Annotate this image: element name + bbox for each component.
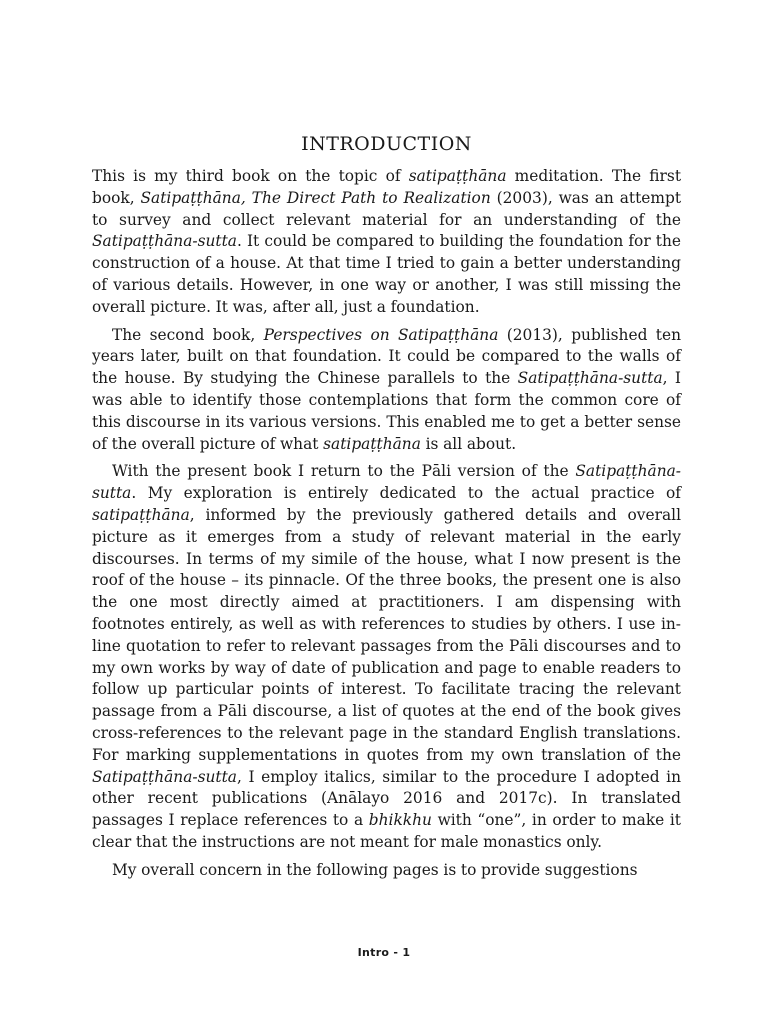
italic-text-run: satipaṭṭhāna bbox=[408, 167, 507, 185]
italic-text-run: Perspectives on Satipaṭṭhāna bbox=[263, 325, 499, 344]
page-number-footer: Intro - 1 bbox=[357, 946, 411, 959]
page-title: INTRODUCTION bbox=[301, 133, 472, 155]
italic-text-run: bhikkhu bbox=[368, 811, 432, 830]
paragraph-2 bbox=[92, 325, 681, 456]
text-run: . My exploration is entirely dedicated to the actual practice of bbox=[131, 484, 681, 503]
text-run: (2013), published ten years later, built on that foundation. It could be compared to the walls of the house. By studying the Chinese parallels to the bbox=[92, 325, 681, 388]
text-run: (2003), was an attempt to survey and collect relevant material for an understanding of the bbox=[92, 188, 682, 229]
text-run: , informed by the previously gathered details and overall picture as it emerges from a study of relevant material in the early discourses. In terms of my simile of the house, what I now present is the roof of the house – its pinnacle. Of the three books, the present one is also the one most directly aimed at practitioners. I am dispensing with footnotes entirely, as well as with references to studies by others. I use in-line quotation to refer to relevant passages from the Pāli discourses and to my own works by way of date of publication and page to enable readers to follow up particular points of interest. To facilitate tracing the relevant passage from a Pāli discourse, a list of quotes at the end of the book gives cross-references to the relevant page in the standard English translations. For marking supplementations in quotes from my own translation of the bbox=[92, 505, 681, 764]
text-run: . It could be compared to building the foundation for the construction of a house. At that time I tried to gain a better understanding of various details. However, in one way or another, I was still missing the overall picture. It was, after all, just a foundation. bbox=[92, 232, 681, 316]
text-run: meditation. The first book, bbox=[92, 167, 682, 207]
italic-text-run: satipaṭṭhāna bbox=[92, 505, 190, 524]
italic-text-run: Satipaṭṭhāna-sutta bbox=[92, 767, 237, 786]
paragraph-4 bbox=[92, 860, 681, 882]
text-run: with “one”, in order to make it clear that the instructions are not meant for male monastics only. bbox=[92, 811, 681, 851]
italic-text-run: Satipaṭṭhāna, The Direct Path to Realization bbox=[140, 188, 491, 207]
italic-text-run: satipaṭṭhāna bbox=[323, 434, 421, 453]
page-content bbox=[92, 128, 681, 888]
text-run: With the present book I return to the Pāli version of the bbox=[112, 462, 576, 481]
text-run: is all about. bbox=[420, 434, 517, 453]
text-run: This is my third book on the topic of bbox=[92, 167, 409, 185]
paragraph-3 bbox=[92, 461, 681, 853]
text-run: , I employ italics, similar to the procedure I adopted in other recent publications (Anālayo 2016 and 2017c). In translated passages I replace references to a bbox=[92, 767, 681, 830]
italic-text-run: Satipaṭṭhāna-sutta bbox=[517, 369, 663, 388]
text-run: My overall concern in the following pages is to provide suggestions bbox=[112, 860, 638, 879]
text-run: , I was able to identify those contemplations that form the common core of this discourse in its various versions. This enabled me to get a better sense of the overall picture of what bbox=[92, 369, 681, 453]
text-run: The second book, bbox=[112, 325, 264, 344]
italic-text-run: Satipaṭṭhāna-sutta bbox=[92, 232, 237, 251]
paragraph-1 bbox=[92, 166, 681, 319]
italic-text-run: Satipaṭṭhāna-sutta bbox=[92, 462, 681, 503]
